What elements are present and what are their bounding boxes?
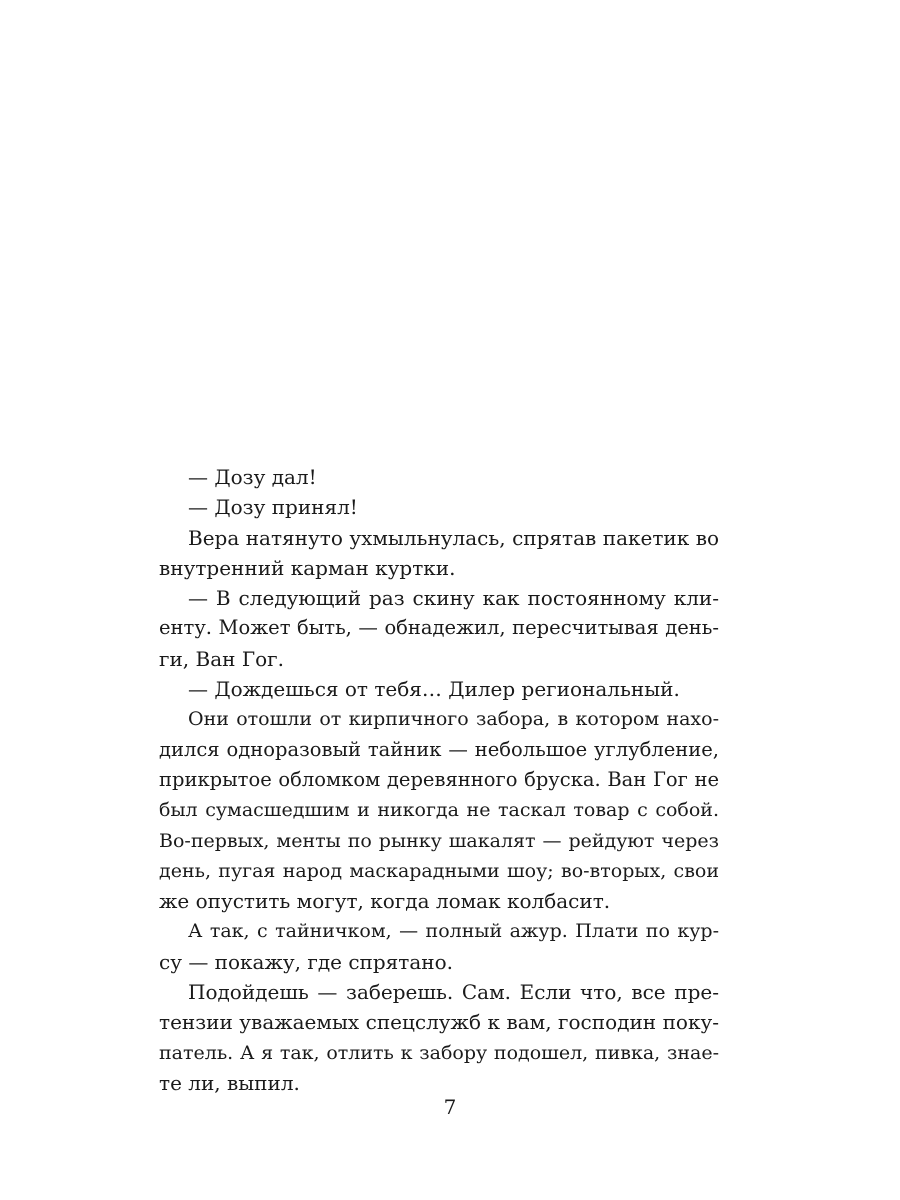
text-line: енту. Может быть, — обнадежил, пересчитывая день- [159, 616, 719, 640]
text-line: же опустить могут, когда ломак колбасит. [159, 889, 611, 914]
text-line: су — покажу, где спрятано. [159, 949, 454, 974]
text-line: внутренний карман куртки. [159, 555, 456, 580]
text-line: патель. А я так, отлить к забору подошел, пивка, знае- [159, 1041, 719, 1064]
text-line: прикрытое обломком деревянного бруска. Ван Гог не [159, 767, 719, 791]
text-line: ги, Ван Гог. [159, 646, 284, 671]
text-line: Подойдешь — заберешь. Сам. Если что, все пре- [188, 980, 719, 1005]
page-number: 7 [443, 1095, 457, 1119]
text-line: Они отошли от кирпичного забора, в котором нахо- [188, 708, 719, 731]
text-line: — В следующий раз скину как постоянному кли- [188, 586, 719, 611]
text-line: — Дозу дал! [188, 465, 317, 489]
text-line: — Дождешься от тебя… Дилер региональный. [188, 677, 680, 702]
body-text [159, 462, 719, 1098]
text-line: день, пугая народ маскарадными шоу; во-вторых, свои [159, 859, 719, 882]
text-line: дился одноразовый тайник — небольшое углубление, [159, 737, 719, 761]
text-line: Вера натянуто ухмыльнулась, спрятав пакетик во [188, 525, 719, 550]
text-line: Во-первых, менты по рынку шакалят — рейдуют через [159, 829, 719, 852]
text-line: был сумасшедшим и никогда не таскал товар с собой. [159, 799, 719, 822]
text-line: те ли, выпил. [159, 1070, 300, 1095]
text-line: тензии уважаемых спецслужб к вам, господин поку- [159, 1010, 719, 1035]
text-line: А так, с тайничком, — полный ажур. Плати по кур- [188, 920, 719, 943]
text-line: — Дозу принял! [188, 495, 358, 520]
